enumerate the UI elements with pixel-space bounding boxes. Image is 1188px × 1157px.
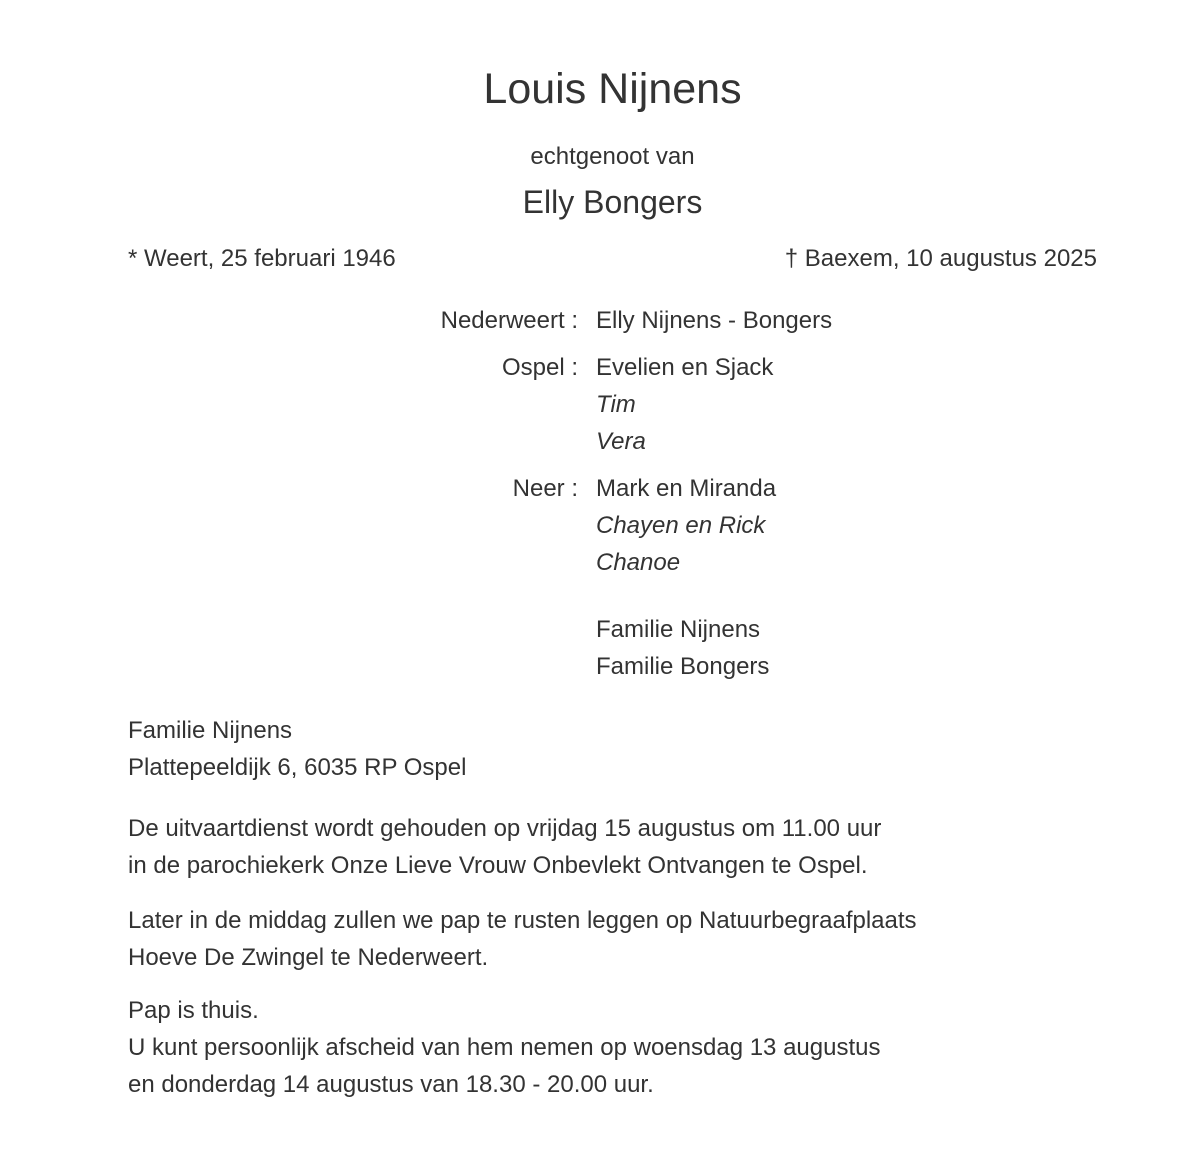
place-label: Neer : (512, 475, 578, 502)
relatives-row (128, 507, 1097, 544)
relatives-row (128, 544, 1097, 581)
funeral-service-paragraph (128, 810, 881, 884)
address-family-name: Familie Nijnens (128, 717, 293, 744)
paragraph-line: De uitvaartdienst wordt gehouden op vrijdag 15 augustus om 11.00 uur (128, 815, 882, 842)
relation-subtitle: echtgenoot van (530, 143, 695, 170)
paragraph-line: Pap is thuis. (128, 997, 259, 1024)
relative-name: Vera (596, 428, 646, 455)
relative-name: Mark en Miranda (596, 475, 777, 502)
relative-name: Chanoe (596, 549, 681, 576)
place-label: Nederweert : (440, 307, 578, 334)
place-label: Ospel : (501, 354, 578, 381)
burial-paragraph (128, 902, 917, 976)
address-street: Plattepeeldijk 6, 6035 RP Ospel (128, 754, 467, 781)
relatives-row (128, 386, 1097, 423)
deceased-name-title: Louis Nijnens (483, 65, 742, 113)
relatives-row (128, 349, 1097, 386)
paragraph-line: U kunt persoonlijk afscheid van hem nemen op woensdag 13 augustus (128, 1034, 881, 1061)
relatives-row (128, 423, 1097, 460)
relative-name: Evelien en Sjack (596, 354, 774, 381)
paragraph-line: in de parochiekerk Onze Lieve Vrouw Onbevlekt Ontvangen te Ospel. (128, 852, 868, 879)
relative-name: Elly Nijnens - Bongers (596, 307, 833, 334)
relative-name: Tim (596, 391, 636, 418)
place-label (128, 611, 578, 648)
relatives-row (128, 302, 1097, 339)
death-date: † Baexem, 10 augustus 2025 (784, 245, 1097, 272)
relative-name: Familie Bongers (596, 653, 770, 680)
relatives-row (128, 611, 1097, 648)
paragraph-line: Hoeve De Zwingel te Nederweert. (128, 944, 489, 971)
paragraph-line: Later in de middag zullen we pap te rusten leggen op Natuurbegraafplaats (128, 907, 917, 934)
relative-name: Familie Nijnens (596, 616, 761, 643)
visiting-paragraph (128, 992, 880, 1103)
relatives-row (128, 470, 1097, 507)
correspondence-address (128, 712, 466, 786)
relatives-row (128, 648, 1097, 685)
dates-row (128, 240, 1097, 277)
relative-name: Chayen en Rick (596, 512, 766, 539)
spouse-name: Elly Bongers (522, 184, 703, 220)
paragraph-line: en donderdag 14 augustus van 18.30 - 20.00 uur. (128, 1071, 654, 1098)
relatives-list (128, 302, 1097, 685)
birth-date: * Weert, 25 februari 1946 (128, 245, 396, 272)
